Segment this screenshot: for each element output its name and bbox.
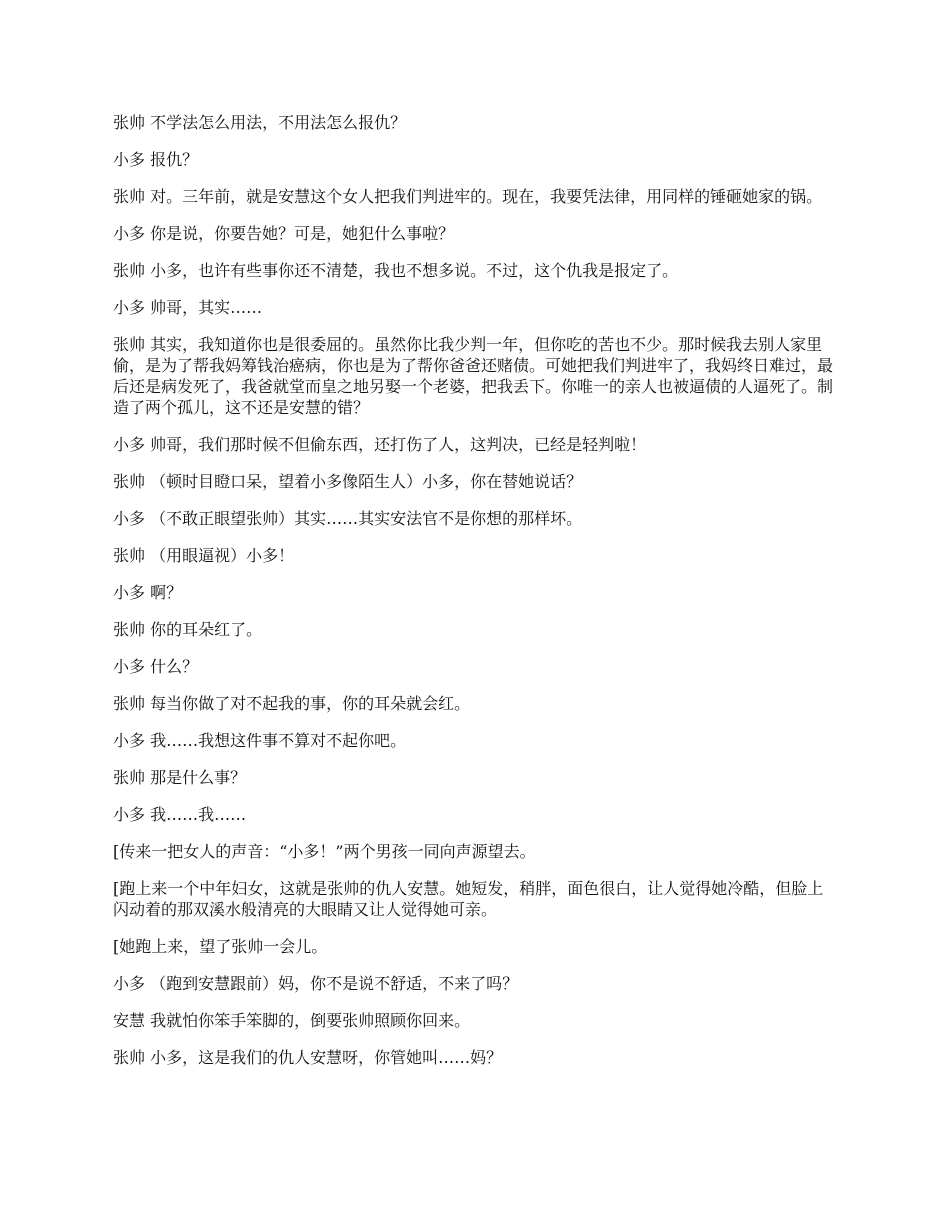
dialogue-line: 张帅 你的耳朵红了。 — [113, 620, 263, 639]
dialogue-line: 小多 我……我…… — [113, 805, 247, 824]
dialogue-line: 小多 我……我想这件事不算对不起你吧。 — [113, 731, 407, 750]
dialogue-line: 小多 啊？ — [113, 583, 183, 602]
dialogue-line: 小多 帅哥，我们那时候不但偷东西，还打伤了人，这判决，已经是轻判啦！ — [113, 435, 647, 454]
stage-direction: [传来一把女人的声音：“小多！”两个男孩一同向声源望去。 — [113, 842, 536, 861]
dialogue-line: 小多 什么？ — [113, 657, 199, 676]
document-page — [113, 112, 835, 1084]
dialogue-line: 小多 帅哥，其实…… — [113, 298, 263, 317]
dialogue-line: 张帅 那是什么事？ — [113, 768, 247, 787]
dialogue-line: 张帅 （用眼逼视）小多！ — [113, 546, 295, 565]
stage-direction: [跑上来一个中年妇女，这就是张帅的仇人安慧。她短发，稍胖，面色很白，让人觉得她冷酷，但脸上闪动着的那双溪水般清亮的大眼睛又让人觉得她可亲。 — [113, 879, 824, 919]
dialogue-line: 小多 报仇？ — [113, 150, 199, 169]
dialogue-line: 张帅 （顿时目瞪口呆，望着小多像陌生人）小多，你在替她说话？ — [113, 472, 583, 491]
dialogue-line: 张帅 对。三年前，就是安慧这个女人把我们判进牢的。现在，我要凭法律，用同样的锤砸她家的锅。 — [113, 187, 823, 206]
stage-direction: [她跑上来，望了张帅一会儿。 — [113, 937, 328, 956]
dialogue-line: 张帅 小多，这是我们的仇人安慧呀，你管她叫……妈？ — [113, 1048, 503, 1067]
dialogue-line: 张帅 不学法怎么用法，不用法怎么报仇？ — [113, 113, 407, 132]
dialogue-line: 张帅 其实，我知道你也是很委屈的。虽然你比我少判一年，但你吃的苦也不少。那时候我去别人家里偷，是为了帮我妈筹钱治癌病，你也是为了帮你爸爸还赌债。可她把我们判进牢了，我妈终日难过，最后还是病发死了，我爸就堂而皇之地另娶一个老婆，把我丢下。你唯一的亲人也被逼债的人逼死了。制造了两个孤儿，这不还是安慧的错？ — [113, 335, 834, 417]
dialogue-line: 安慧 我就怕你笨手笨脚的，倒要张帅照顾你回来。 — [113, 1011, 471, 1030]
dialogue-line: 小多 （跑到安慧跟前）妈，你不是说不舒适，不来了吗？ — [113, 974, 519, 993]
dialogue-line: 张帅 小多，也许有些事你还不清楚，我也不想多说。不过，这个仇我是报定了。 — [113, 261, 679, 280]
dialogue-line: 小多 （不敢正眼望张帅）其实……其实安法官不是你想的那样坏。 — [113, 509, 583, 528]
dialogue-line: 张帅 每当你做了对不起我的事，你的耳朵就会红。 — [113, 694, 471, 713]
dialogue-line: 小多 你是说，你要告她？可是，她犯什么事啦？ — [113, 224, 455, 243]
